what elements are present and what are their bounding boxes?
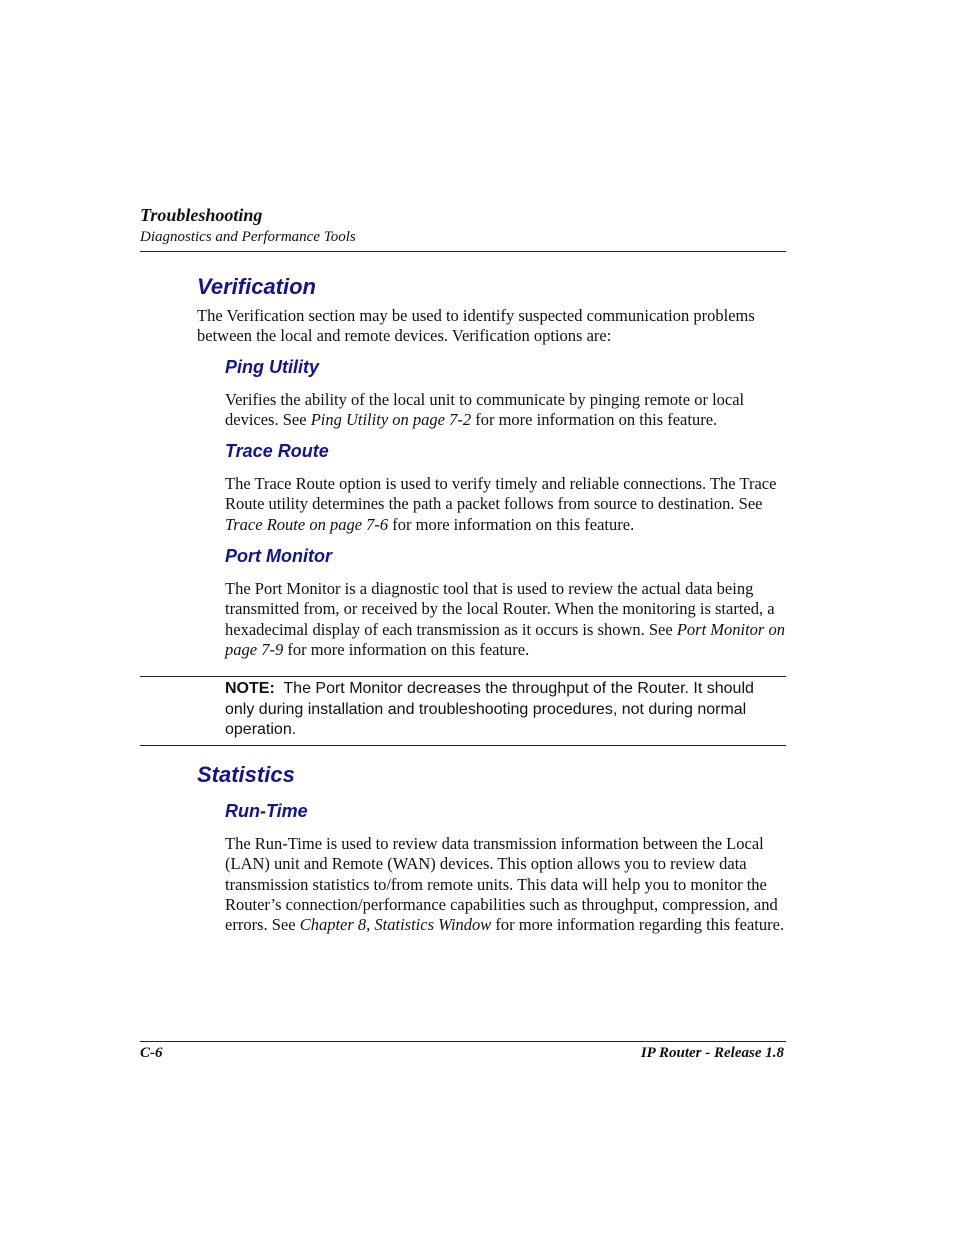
chapter-title: Troubleshooting <box>140 205 263 225</box>
ping-utility-xref[interactable]: Ping Utility on page 7-2 <box>310 410 472 430</box>
ping-utility-heading: Ping Utility <box>225 357 319 377</box>
runtime-text-a: The Run-Time is used to review data transmission information between the Local (LAN) unit and Remote (WAN) devices. This option allows you to review data transmission statistics to/from remote units. This data will help you to monitor the Router’s connection/performance capabilities such as throughput, compression, and errors. See <box>225 834 778 935</box>
footer-rule <box>140 1041 786 1042</box>
run-time-heading: Run-Time <box>225 801 308 821</box>
note-top-rule <box>140 676 786 677</box>
page-number: C-6 <box>140 1045 163 1061</box>
statistics-heading: Statistics <box>197 762 295 787</box>
statistics-window-xref[interactable]: Chapter 8, Statistics Window <box>299 915 492 935</box>
ping-text-b: for more information on this feature. <box>471 410 718 430</box>
ping-utility-paragraph <box>225 390 787 431</box>
product-release: IP Router - Release 1.8 <box>640 1045 784 1061</box>
runtime-text-b: for more information regarding this feature. <box>491 915 785 935</box>
note-box <box>225 679 787 741</box>
port-monitor-heading: Port Monitor <box>225 546 332 566</box>
trace-text-b: for more information on this feature. <box>388 514 635 534</box>
trace-text-a: The Trace Route option is used to verify timely and reliable connections. The Trace Route utility determines the path a packet follows from source to destination. See <box>225 474 777 514</box>
ping-text-a: Verifies the ability of the local unit to communicate by pinging remote or local devices. See <box>225 390 745 430</box>
port-text-a: The Port Monitor is a diagnostic tool that is used to review the actual data being transmitted from, or received by the local Router. When the monitoring is started, a hexadecimal display of each transmission as it occurs is shown. See <box>225 579 775 639</box>
trace-route-xref[interactable]: Trace Route on page 7-6 <box>225 514 389 534</box>
trace-route-heading: Trace Route <box>225 441 329 461</box>
port-text-b: for more information on this feature. <box>283 639 530 659</box>
note-bottom-rule <box>140 745 786 746</box>
trace-route-paragraph <box>225 474 787 535</box>
section-title: Diagnostics and Performance Tools <box>140 229 356 245</box>
verification-intro: The Verification section may be used to identify suspected communication problems between the local and remote devices. Verification options are: <box>197 306 755 346</box>
port-monitor-paragraph <box>225 579 787 660</box>
verification-heading: Verification <box>197 274 316 299</box>
port-monitor-xref[interactable]: Port Monitor on page 7-9 <box>225 619 785 659</box>
note-text: The Port Monitor decreases the throughput of the Router. It should only during installation and troubleshooting procedures, not during normal operation. <box>225 680 754 738</box>
run-time-paragraph <box>225 834 787 935</box>
header-rule <box>140 251 786 252</box>
note-label: NOTE: <box>225 680 275 697</box>
